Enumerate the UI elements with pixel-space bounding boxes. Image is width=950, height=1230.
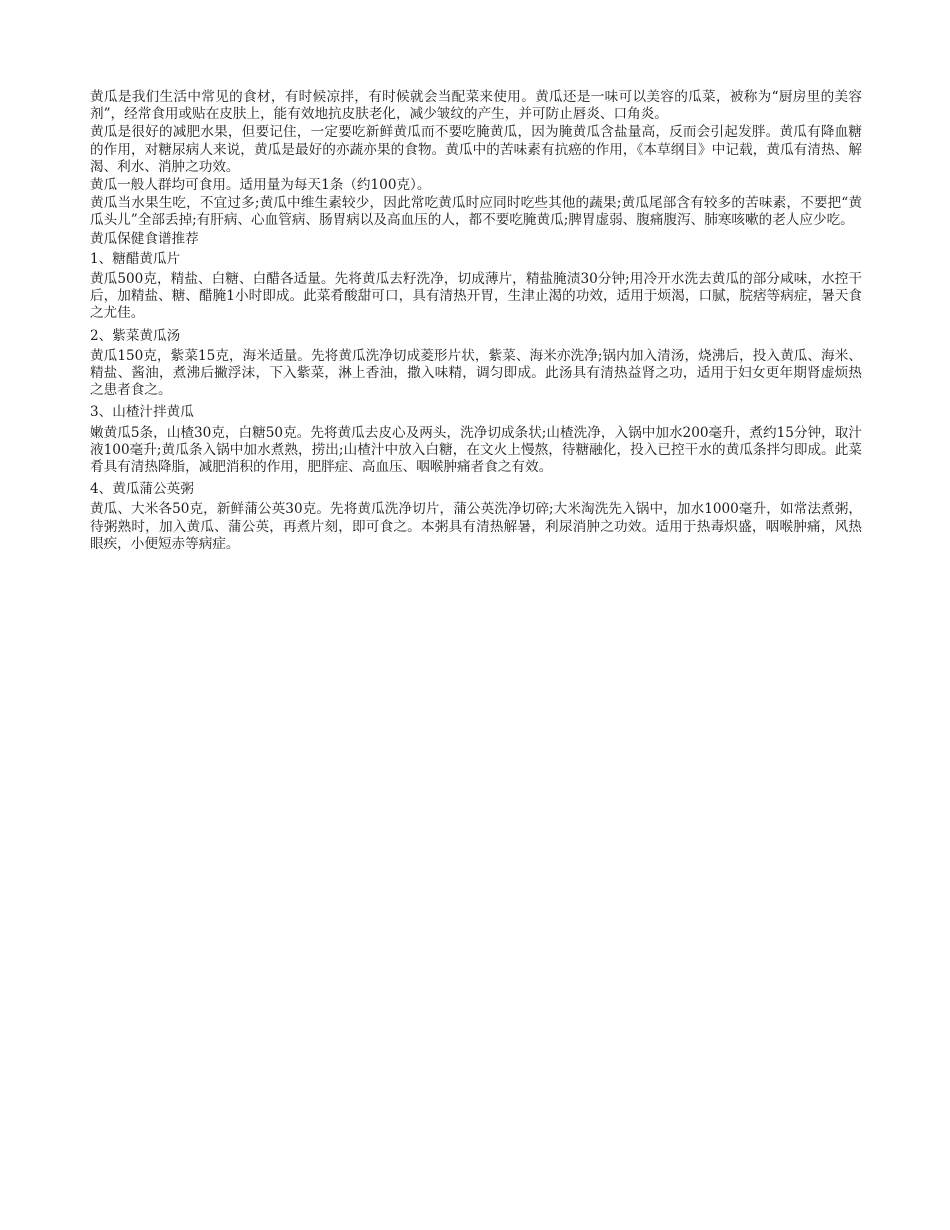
weight-loss-paragraph: 黄瓜是很好的减肥水果，但要记住，一定要吃新鲜黄瓜而不要吃腌黄瓜，因为腌黄瓜含盐量高，反而会引起发胖。黄瓜有降血糖的作用，对糖尿病人来说，黄瓜是最好的亦蔬亦果的食物。黄瓜中的苦味素有抗癌的作用，《本草纲目》中记载，黄瓜有清热、解渴、利水、消肿之功效。 — [90, 124, 862, 175]
recipe-body: 黄瓜、大米各50克，新鲜蒲公英30克。先将黄瓜洗净切片，蒲公英洗净切碎;大米淘洗先入锅中，加水1000毫升，如常法煮粥，待粥熟时，加入黄瓜、蒲公英，再煮片刻，即可食之。本粥具有清热解暑，利尿消肿之功效。适用于热毒炽盛，咽喉肿痛，风热眼疾，小便短赤等病症。 — [90, 501, 862, 552]
caution-paragraph: 黄瓜当水果生吃，不宜过多;黄瓜中维生素较少，因此常吃黄瓜时应同时吃些其他的蔬果;黄瓜尾部含有较多的苦味素，不要把“黄瓜头儿”全部丢掉;有肝病、心血管病、肠胃病以及高血压的人，都不要吃腌黄瓜;脾胃虚弱、腹痛腹泻、肺寒咳嗽的老人应少吃。 — [90, 195, 862, 229]
section-title: 黄瓜保健食谱推荐 — [90, 230, 199, 247]
recipe-title: 4、黄瓜蒲公英粥 — [90, 481, 194, 498]
dosage-paragraph: 黄瓜一般人群均可食用。适用量为每天1条（约100克）。 — [90, 177, 431, 194]
document-body — [90, 89, 862, 558]
recipe-body: 嫩黄瓜5条，山楂30克，白糖50克。先将黄瓜去皮心及两头，洗净切成条状;山楂洗净，入锅中加水200毫升，煮约15分钟，取汁液100毫升;黄瓜条入锅中加水煮熟，捞出;山楂汁中放入白糖，在文火上慢熬，待糖融化，投入已控干水的黄瓜条拌匀即成。此菜肴具有清热降脂，减肥消积的作用，肥胖症、高血压、咽喉肿痛者食之有效。 — [90, 424, 862, 476]
recipe-body: 黄瓜500克，精盐、白糖、白醋各适量。先将黄瓜去籽洗净，切成薄片，精盐腌渍30分钟;用冷开水洗去黄瓜的部分咸味，水控干后，加精盐、糖、醋腌1小时即成。此菜肴酸甜可口，具有清热开胃，生津止渴的功效，适用于烦渴，口腻，脘痞等病症，暑天食之尤佳。 — [90, 271, 862, 322]
recipe-title: 3、山楂汁拌黄瓜 — [90, 404, 194, 421]
recipe-title: 1、糖醋黄瓜片 — [90, 250, 181, 267]
intro-paragraph: 黄瓜是我们生活中常见的食材，有时候凉拌，有时候就会当配菜来使用。黄瓜还是一味可以美容的瓜菜，被称为“厨房里的美容剂”，经常食用或贴在皮肤上，能有效地抗皮肤老化，减少皱纹的产生，并可防止唇炎、口角炎。 — [90, 89, 862, 123]
recipe-body: 黄瓜150克，紫菜15克，海米适量。先将黄瓜洗净切成菱形片状，紫菜、海米亦洗净;锅内加入清汤，烧沸后，投入黄瓜、海米、精盐、酱油，煮沸后撇浮沫，下入紫菜，淋上香油，撒入味精，调匀即成。此汤具有清热益肾之功，适用于妇女更年期肾虚烦热之患者食之。 — [90, 347, 862, 399]
recipe-title: 2、紫菜黄瓜汤 — [90, 327, 181, 344]
